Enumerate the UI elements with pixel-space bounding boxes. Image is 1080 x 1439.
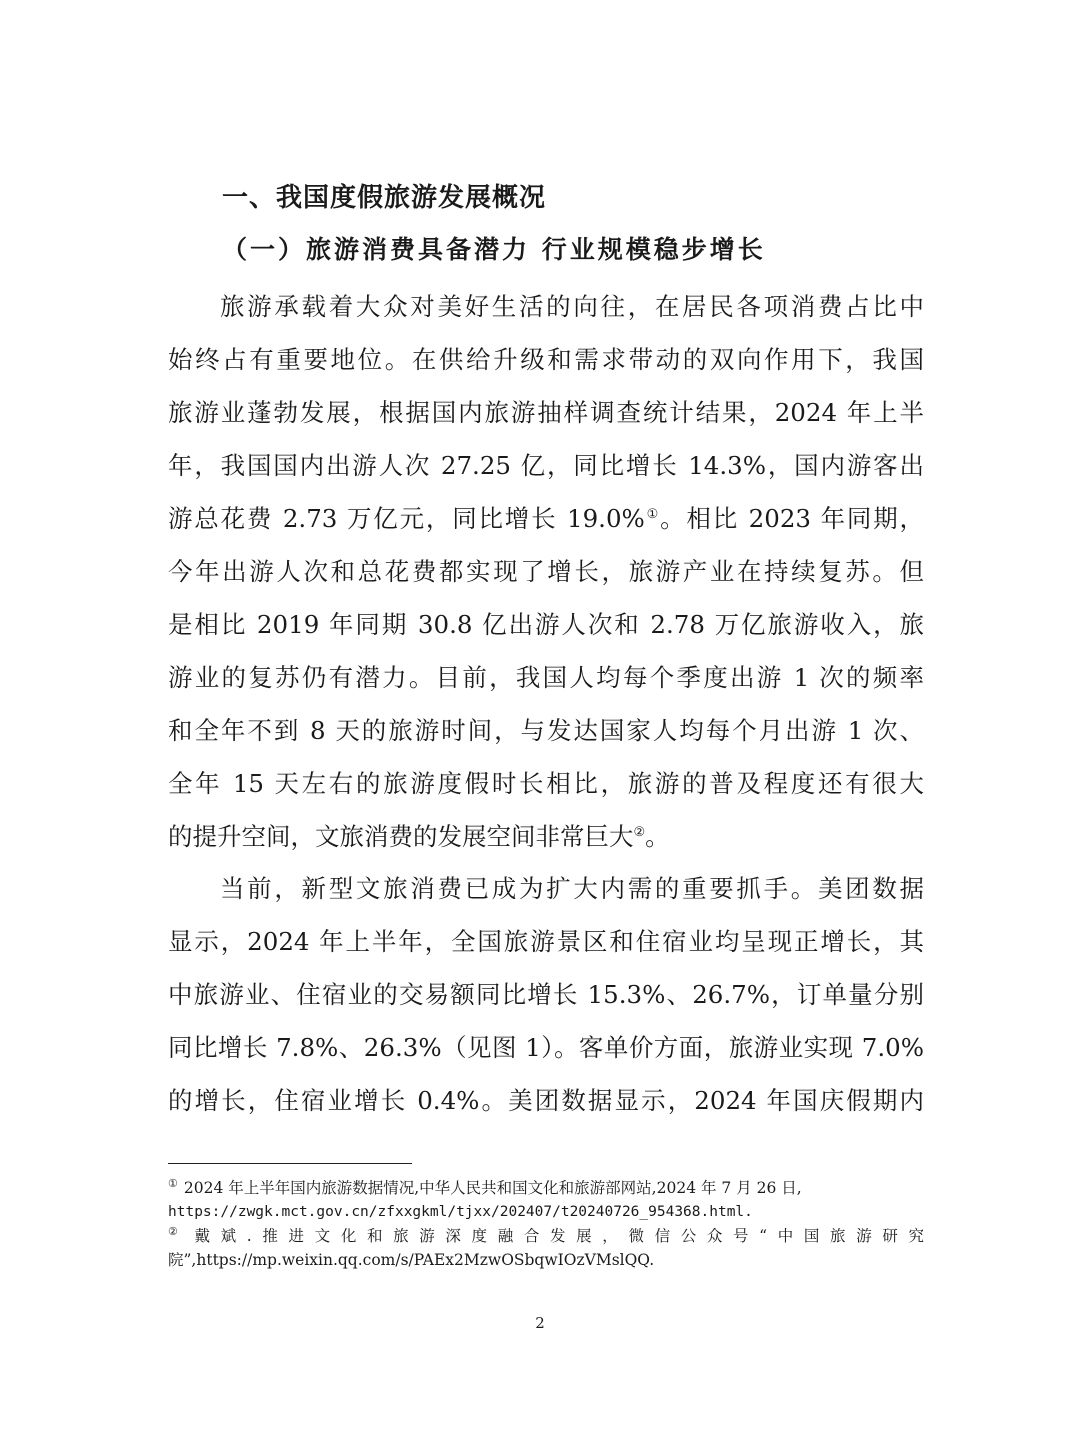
paragraph-1-text: 。相比 2023 年同期， [660, 504, 925, 533]
paragraph-1-line: 游业的复苏仍有潜力。目前，我国人均每个季度出游 1 次的频率 [168, 663, 924, 692]
footnote-2-link[interactable]: 院”,https://mp.weixin.qq.com/s/PAEx2MzwOSbqwIOzVMslQQ. [168, 1251, 655, 1269]
paragraph-1-line [168, 492, 924, 545]
page-number: 2 [535, 1314, 545, 1332]
paragraph-1-text: 。 [645, 822, 670, 851]
paragraph-1 [168, 280, 924, 863]
paragraph-2-line: 当前，新型文旅消费已成为扩大内需的重要抓手。美团数据 [220, 874, 924, 903]
paragraph-1-line: 和全年不到 8 天的旅游时间，与发达国家人均每个月出游 1 次、 [168, 716, 924, 745]
footnote-2-mark: ② [168, 1224, 189, 1238]
paragraph-1-text: 游总花费 2.73 万亿元，同比增长 19.0% [168, 504, 645, 533]
paragraph-2-line: 显示，2024 年上半年，全国旅游景区和住宿业均呈现正增长，其 [168, 927, 924, 956]
paragraph-1-text: 的提升空间，文旅消费的发展空间非常巨大 [168, 822, 634, 851]
paragraph-1-line: 全年 15 天左右的旅游度假时长相比，旅游的普及程度还有很大 [168, 769, 924, 798]
paragraph-2 [168, 862, 924, 1127]
footnote-ref-2[interactable]: ② [633, 824, 646, 840]
footnote-1-text: 2024 年上半年国内旅游数据情况,中华人民共和国文化和旅游部网站,2024 年 7 月 26 日, [183, 1179, 802, 1197]
paragraph-1-line: 旅游业蓬勃发展，根据国内旅游抽样调查统计结果，2024 年上半 [168, 398, 924, 427]
subsection-heading: （一）旅游消费具备潜力 行业规模稳步增长 [222, 235, 766, 264]
footnote-1-mark: ① [168, 1176, 178, 1190]
footnote-1 [168, 1176, 924, 1200]
footnotes [168, 1176, 924, 1272]
paragraph-2-line: 同比增长 7.8%、26.3%（见图 1）。客单价方面，旅游业实现 7.0% [168, 1033, 924, 1062]
footnote-2 [168, 1224, 924, 1248]
paragraph-1-line [168, 810, 924, 863]
section-heading: 一、我国度假旅游发展概况 [222, 183, 547, 213]
footnote-1-link[interactable]: https://zwgk.mct.gov.cn/zfxxgkml/tjxx/202407/t20240726_954368.html. [168, 1204, 753, 1220]
paragraph-1-line: 年，我国国内出游人次 27.25 亿，同比增长 14.3%，国内游客出 [168, 451, 924, 480]
paragraph-1-line: 始终占有重要地位。在供给升级和需求带动的双向作用下，我国 [168, 345, 924, 374]
paragraph-2-line: 的增长，住宿业增长 0.4%。美团数据显示，2024 年国庆假期内 [168, 1086, 924, 1115]
paragraph-1-line: 今年出游人次和总花费都实现了增长，旅游产业在持续复苏。但 [168, 557, 924, 586]
footnote-divider [168, 1163, 412, 1164]
footnote-2-text: 戴斌.推进文化和旅游深度融合发展，微信公众号“中国旅游研究 [194, 1227, 924, 1245]
paragraph-2-line: 中旅游业、住宿业的交易额同比增长 15.3%、26.7%，订单量分别 [168, 980, 924, 1009]
footnote-ref-1[interactable]: ① [644, 506, 661, 522]
paragraph-1-line: 旅游承载着大众对美好生活的向往，在居民各项消费占比中 [220, 292, 924, 321]
paragraph-1-line: 是相比 2019 年同期 30.8 亿出游人次和 2.78 万亿旅游收入，旅 [168, 610, 924, 639]
